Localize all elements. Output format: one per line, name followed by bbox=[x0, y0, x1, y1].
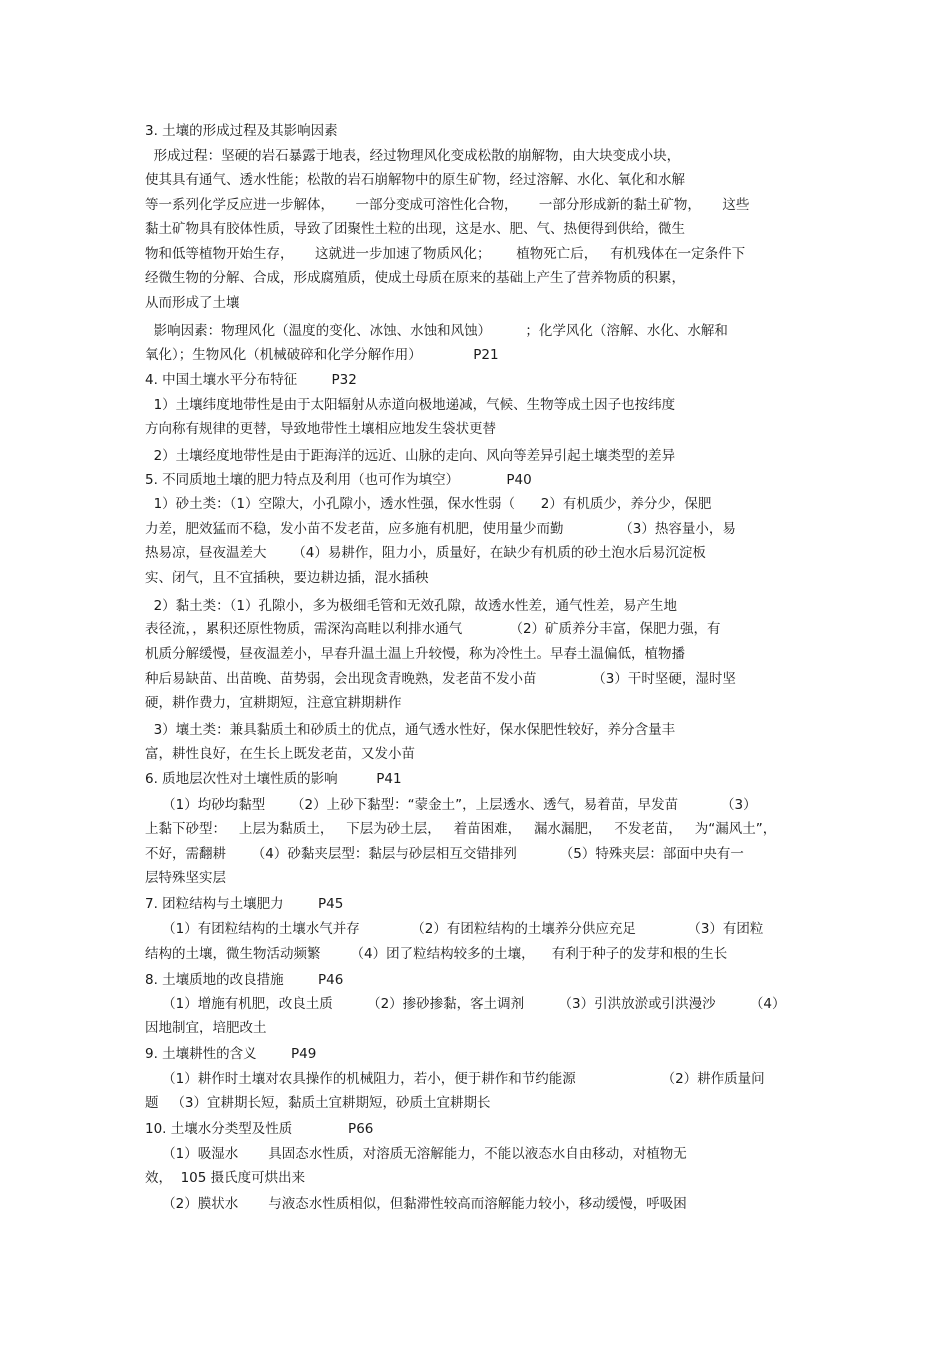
section-7-heading: 7. 团粒结构与土壤肥力 P45 bbox=[145, 896, 344, 912]
paragraph-line: 2）黏土类：（1）孔隙小，多为极细毛管和无效孔隙，故透水性差，通气性差，易产生地 bbox=[145, 598, 678, 614]
paragraph-line: 从而形成了土壤 bbox=[145, 295, 240, 311]
paragraph-line: 经微生物的分解、合成，形成腐殖质，使成土母质在原来的基础上产生了营养物质的积累， bbox=[145, 270, 685, 286]
paragraph-line: 形成过程：坚硬的岩石暴露于地表，经过物理风化变成松散的崩解物，由大块变成小块， bbox=[145, 148, 681, 164]
paragraph-line: 2）土壤经度地带性是由于距海洋的远近、山脉的走向、风向等差异引起土壤类型的差异 bbox=[145, 448, 676, 464]
paragraph-line: 表径流，，累积还原性物质，需深沟高畦以利排水通气 （2）矿质养分丰富，保肥力强，有 bbox=[145, 621, 721, 637]
paragraph-line: 硬，耕作费力，宜耕期短，注意宜耕期耕作 bbox=[145, 695, 402, 711]
paragraph-line: 不好，需翻耕 （4）砂黏夹层型：黏层与砂层相互交错排列 （5）特殊夹层：部面中央有一 bbox=[145, 846, 744, 862]
paragraph-line: 1）砂土类：（1）空隙大，小孔隙小，透水性强，保水性弱（ 2）有机质少，养分少，保肥 bbox=[145, 496, 712, 512]
section-5-heading: 5. 不同质地土壤的肥力特点及利用（也可作为填空） P40 bbox=[145, 472, 532, 488]
paragraph-line: 热易凉，昼夜温差大 （4）易耕作，阻力小，质量好，在缺少有机质的砂土泡水后易沉淀板 bbox=[145, 545, 706, 561]
paragraph-line: 3）壤土类：兼具黏质土和砂质土的优点，通气透水性好，保水保肥性较好，养分含量丰 bbox=[145, 722, 676, 738]
paragraph-line: 影响因素：物理风化（温度的变化、冰蚀、水蚀和风蚀） ；化学风化（溶解、水化、水解和 bbox=[145, 323, 728, 339]
paragraph-line: 等一系列化学反应进一步解体， 一部分变成可溶性化合物， 一部分形成新的黏土矿物， 这些 bbox=[145, 197, 750, 213]
paragraph-line: 氧化）；生物风化（机械破碎和化学分解作用） P21 bbox=[145, 347, 499, 363]
paragraph-line: （1）耕作时土壤对农具操作的机械阻力，若小，便于耕作和节约能源 （2）耕作质量问 bbox=[145, 1071, 765, 1087]
section-8-heading: 8. 土壤质地的改良措施 P46 bbox=[145, 972, 344, 988]
section-10-heading: 10. 土壤水分类型及性质 P66 bbox=[145, 1121, 374, 1137]
paragraph-line: 1）土壤纬度地带性是由于太阳辐射从赤道向极地递减，气候、生物等成土因子也按纬度 bbox=[145, 397, 676, 413]
paragraph-line: （1）均砂均黏型 （2）上砂下黏型：“蒙金土”，上层透水、透气，易着苗，早发苗 （3） bbox=[145, 797, 757, 813]
paragraph-line: 实、闭气，且不宜插秧，要边耕边插，混水插秧 bbox=[145, 570, 429, 586]
paragraph-line: 使其具有通气、透水性能；松散的岩石崩解物中的原生矿物，经过溶解、水化、氧化和水解 bbox=[145, 172, 685, 188]
paragraph-line: （2）膜状水 与液态水性质相似，但黏滞性较高而溶解能力较小，移动缓慢，呼吸困 bbox=[145, 1196, 687, 1212]
paragraph-line: 题 （3）宜耕期长短，黏质土宜耕期短，砂质土宜耕期长 bbox=[145, 1095, 491, 1111]
paragraph-line: 层特殊坚实层 bbox=[145, 870, 226, 886]
paragraph-line: 方向称有规律的更替，导致地带性土壤相应地发生袋状更替 bbox=[145, 421, 496, 437]
section-3-heading: 3. 土壤的形成过程及其影响因素 bbox=[145, 123, 338, 139]
paragraph-line: （1）有团粒结构的土壤水气并存 （2）有团粒结构的土壤养分供应充足 （3）有团粒 bbox=[145, 921, 764, 937]
paragraph-line: 因地制宜，培肥改土 bbox=[145, 1020, 267, 1036]
section-6-heading: 6. 质地层次性对土壤性质的影响 P41 bbox=[145, 771, 402, 787]
paragraph-line: 种后易缺苗、出苗晚、苗势弱，会出现贪青晚熟，发老苗不发小苗 （3）干时坚硬，湿时坚 bbox=[145, 671, 736, 687]
paragraph-line: 力差，肥效猛而不稳，发小苗不发老苗，应多施有机肥，使用量少而勤 （3）热容量小，易 bbox=[145, 521, 736, 537]
paragraph-line: 黏土矿物具有胶体性质，导致了团聚性土粒的出现，这是水、肥、气、热便得到供给，微生 bbox=[145, 221, 685, 237]
section-9-heading: 9. 土壤耕性的含义 P49 bbox=[145, 1046, 317, 1062]
paragraph-line: （1）吸湿水 具固态水性质，对溶质无溶解能力，不能以液态水自由移动，对植物无 bbox=[145, 1146, 687, 1162]
paragraph-line: 富，耕性良好，在生长上既发老苗，又发小苗 bbox=[145, 746, 415, 762]
section-4-heading: 4. 中国土壤水平分布特征 P32 bbox=[145, 372, 357, 388]
paragraph-line: 上黏下砂型： 上层为黏质土， 下层为砂土层， 着苗困难， 漏水漏肥， 不发老苗， 为“漏风土”， bbox=[145, 821, 777, 837]
paragraph-line: 效， 105 摄氏度可烘出来 bbox=[145, 1170, 306, 1186]
paragraph-line: 结构的土壤，微生物活动频繁 （4）团了粒结构较多的土壤， 有利于种子的发芽和根的生长 bbox=[145, 946, 728, 962]
paragraph-line: 机质分解缓慢，昼夜温差小，早春升温土温上升较慢，称为冷性土。早春土温偏低，植物播 bbox=[145, 646, 685, 662]
paragraph-line: 物和低等植物开始生存， 这就进一步加速了物质风化； 植物死亡后， 有机残体在一定条件下 bbox=[145, 246, 746, 262]
paragraph-line: （1）增施有机肥，改良土质 （2）掺砂掺黏，客土调剂 （3）引洪放淤或引洪漫沙 （4） bbox=[145, 996, 786, 1012]
